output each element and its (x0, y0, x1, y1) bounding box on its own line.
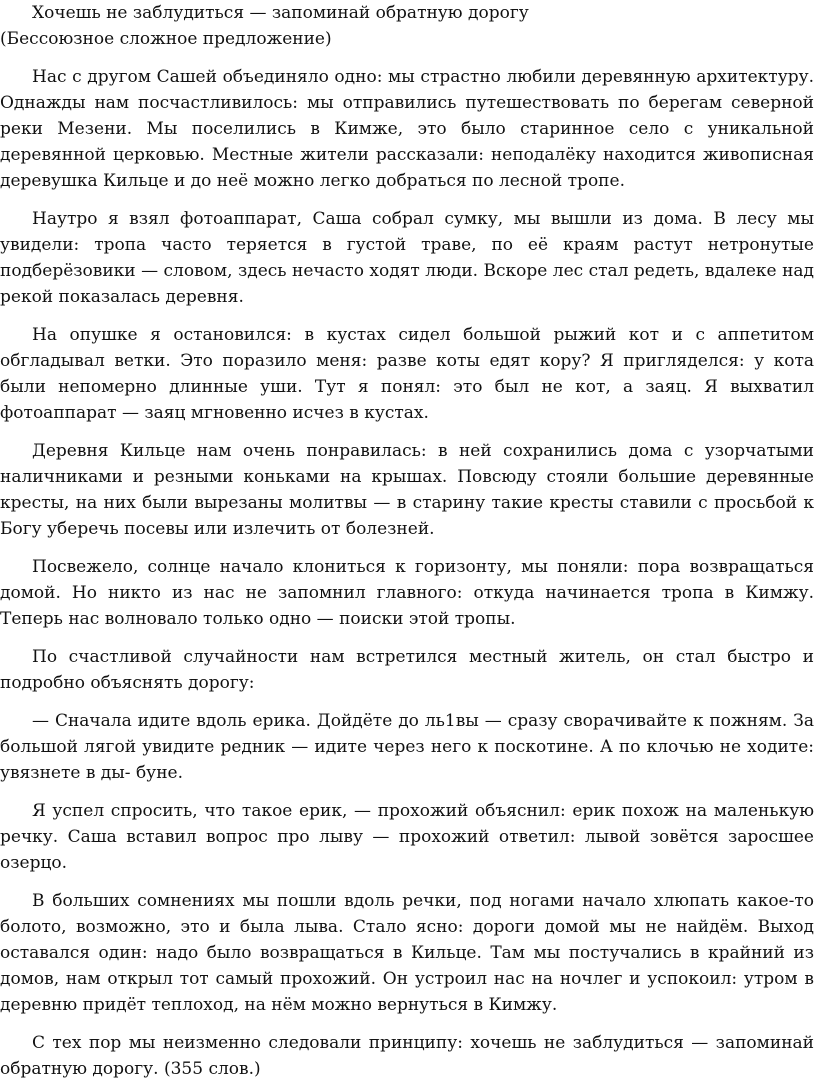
paragraph: В больших сомнениях мы пошли вдоль речки, под ногами начало хлюпать какое-то болото, возможно, это и была лыва. Стало ясно: дороги домой мы не найдём. Выход оставался один: надо было возвращаться в Кильце. Там мы постучались в крайний из домов, нам открыл тот самый прохожий. Он устроил нас на ночлег и успокоил: утром в деревню придёт теплоход, на нём можно вернуться в Кимжу. (0, 891, 814, 1015)
paragraph: Нас с другом Сашей объединяло одно: мы страстно любили деревянную архитектуру. Однажды нам посчастливилось: мы отправились путешествовать по берегам северной реки Мезени. Мы поселились в Кимже, это было старинное село с уникальной деревянной церковью. Местные жители рассказали: неподалёку находится живописная деревушка Кильце и до неё можно легко добраться по лесной тропе. (0, 67, 814, 191)
paragraph: Я успел спросить, что такое ерик, — прохожий объяснил: ерик похож на маленькую речку. Саша вставил вопрос про лыву — прохожий ответил: лывой зовётся заросшее озерцо. (0, 801, 814, 873)
paragraph: На опушке я остановился: в кустах сидел большой рыжий кот и с аппетитом обгладывал ветки. Это поразило меня: разве коты едят кору? Я пригляделся: у кота были непомерно длинные уши. Тут я понял: это был не кот, а заяц. Я выхватил фотоаппарат — заяц мгновенно исчез в кустах. (0, 325, 814, 423)
document-title: Хочешь не заблудиться — запоминай обратную дорогу (32, 3, 529, 23)
paragraph: — Сначала идите вдоль ерика. Дойдёте до ль1вы — сразу сворачивайте к пожням. За большой лягой увидите редник — идите через него к поскотине. А по клочью не ходите: увязнете в ды- буне. (0, 711, 814, 783)
paragraph: Наутро я взял фотоаппарат, Саша собрал сумку, мы вышли из дома. В лесу мы увидели: тропа часто теряется в густой траве, по её краям растут нетронутые подберёзовики — словом, здесь нечасто ходят люди. Вскоре лес стал редеть, вдалеке над рекой показалась деревня. (0, 209, 814, 307)
paragraph: Посвежело, солнце начало клониться к горизонту, мы поняли: пора возвращаться домой. Но никто из нас не запомнил главного: откуда начинается тропа в Кимжу. Теперь нас волновало только одно — поиски этой тропы. (0, 557, 814, 629)
document-subtitle: (Бессоюзное сложное предложение) (0, 29, 332, 49)
paragraph: По счастливой случайности нам встретился местный житель, он стал быстро и подробно объяснять дорогу: (0, 647, 814, 693)
paragraph: С тех пор мы неизменно следовали принципу: хочешь не заблудиться — запоминай обратную дорогу. (355 слов.) (0, 1033, 814, 1079)
paragraph: Деревня Кильце нам очень понравилась: в ней сохранились дома с узорчатыми наличниками и резными коньками на крышах. Повсюду стояли большие деревянные кресты, на них были вырезаны молитвы — в старину такие кресты ставили с просьбой к Богу уберечь посевы или излечить от болезней. (0, 441, 814, 539)
